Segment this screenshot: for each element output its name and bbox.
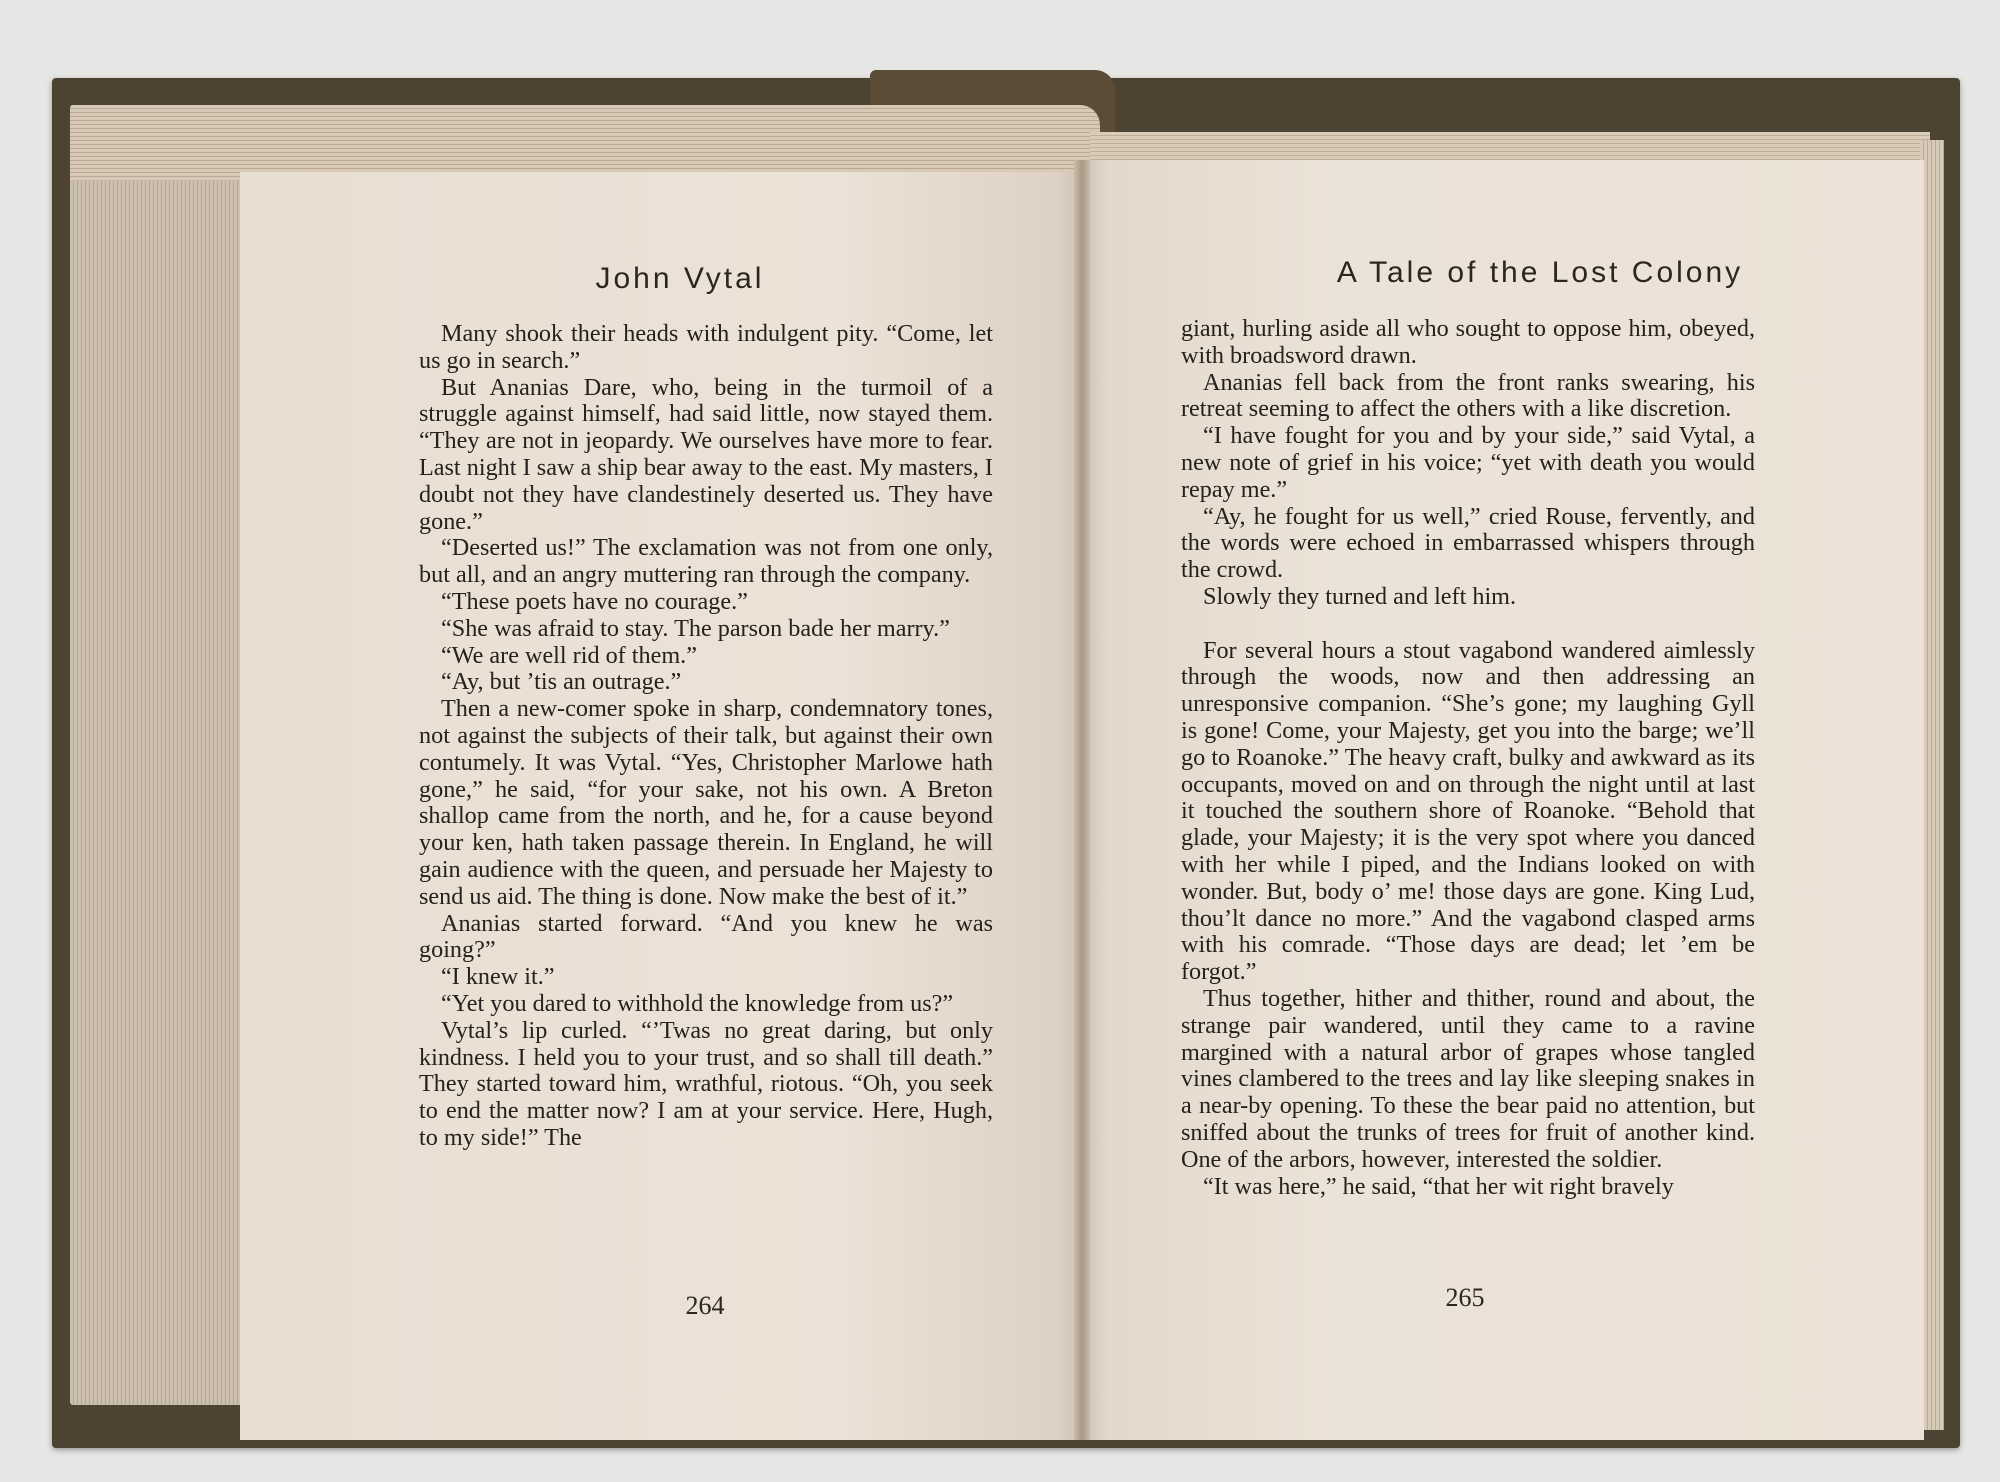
paragraph: “We are well rid of them.”: [441, 641, 697, 669]
paragraph: “Deserted us!” The exclamation was not from one only, but all, and an angry muttering ran through the company.: [419, 534, 993, 589]
paragraph: “Ay, he fought for us well,” cried Rouse, fervently, and the words were echoed in embarrassed whispers through the crowd.: [1181, 502, 1755, 584]
paragraph: “I knew it.”: [441, 963, 555, 991]
page-edges-left: [70, 105, 250, 1405]
paragraph: “Ay, but ’tis an outrage.”: [441, 668, 682, 696]
left-running-head: John Vytal: [595, 262, 765, 295]
paragraph: “Yet you dared to withhold the knowledge from us?”: [441, 989, 954, 1017]
paragraph: giant, hurling aside all who sought to oppose him, obeyed, with broadsword drawn.: [1181, 315, 1755, 369]
right-running-head: A Tale of the Lost Colony: [1336, 256, 1744, 289]
paragraph: Then a new-comer spoke in sharp, condemnatory tones, not against the subjects of their talk, but against their own contumely. It was Vytal. “Yes, Christopher Marlowe hath gone,” he said, “for your sake, not his own. A Breton shallop came from the north, and he, for a cause beyond your ken, hath taken passage therein. In England, he will gain audience with the queen, and persuade her Majesty to send us aid. The thing is done. Now make the best of it.”: [419, 695, 993, 910]
paragraph: For several hours a stout vagabond wandered aimlessly through the woods, now and then addressing an unresponsive companion. “She’s gone; my laughing Gyll is gone! Come, your Majesty, get you into the barge; we’ll go to Roanoke.” The heavy craft, bulky and awkward as its occupants, moved on and on through the night until at last it touched the southern shore of Roanoke. “Behold that glade, your Majesty; it is the very spot where you danced with her while I piped, and the Indians looked on with wonder. But, body o’ me! those days are gone. King Lud, thou’lt dance no more.” And the vagabond clasped arms with his comrade. “Those days are dead; let ’em be forgot.”: [1181, 636, 1755, 986]
paragraph: “She was afraid to stay. The parson bade her marry.”: [441, 614, 950, 642]
paragraph: “I have fought for you and by your side,” said Vytal, a new note of grief in his voice; “yet with death you would repay me.”: [1181, 422, 1755, 503]
book-gutter: [1074, 160, 1090, 1440]
paragraph: Many shook their heads with indulgent pity. “Come, let us go in search.”: [419, 320, 993, 374]
paragraph: Slowly they turned and left him.: [1203, 582, 1517, 610]
page-edges-top-left: [70, 105, 1100, 180]
paragraph: “It was here,” he said, “that her wit right bravely: [1203, 1172, 1674, 1200]
left-page-text: [419, 321, 993, 1152]
paragraph: But Ananias Dare, who, being in the turmoil of a struggle against himself, had said little, now stayed them. “They are not in jeopardy. We ourselves have more to fear. Last night I saw a ship bear away to the east. My masters, I doubt not they have clandestinely deserted us. They have gone.”: [419, 373, 993, 535]
paragraph: “These poets have no courage.”: [441, 587, 748, 615]
paragraph: Thus together, hither and thither, round and about, the strange pair wandered, until they came to a ravine margined with a natural arbor of grapes whose tangled vines clambered to the trees and lay like sleeping snakes in a near-by opening. To these the bear paid no attention, but sniffed about the trunks of trees for fruit of another kind. One of the arbors, however, interested the soldier.: [1181, 984, 1755, 1173]
left-page-number: 264: [685, 1291, 725, 1320]
right-page-number: 265: [1445, 1283, 1485, 1312]
right-page-text: [1181, 316, 1755, 1200]
paragraph: Vytal’s lip curled. “’Twas no great daring, but only kindness. I held you to your trust, and so shall till death.” They started toward him, wrathful, riotous. “Oh, you seek to end the matter now? I am at your service. Here, Hugh, to my side!” The: [419, 1016, 993, 1151]
paragraph: Ananias started forward. “And you knew he was going?”: [419, 909, 993, 964]
paragraph: Ananias fell back from the front ranks swearing, his retreat seeming to affect the others with a like discretion.: [1181, 368, 1755, 423]
